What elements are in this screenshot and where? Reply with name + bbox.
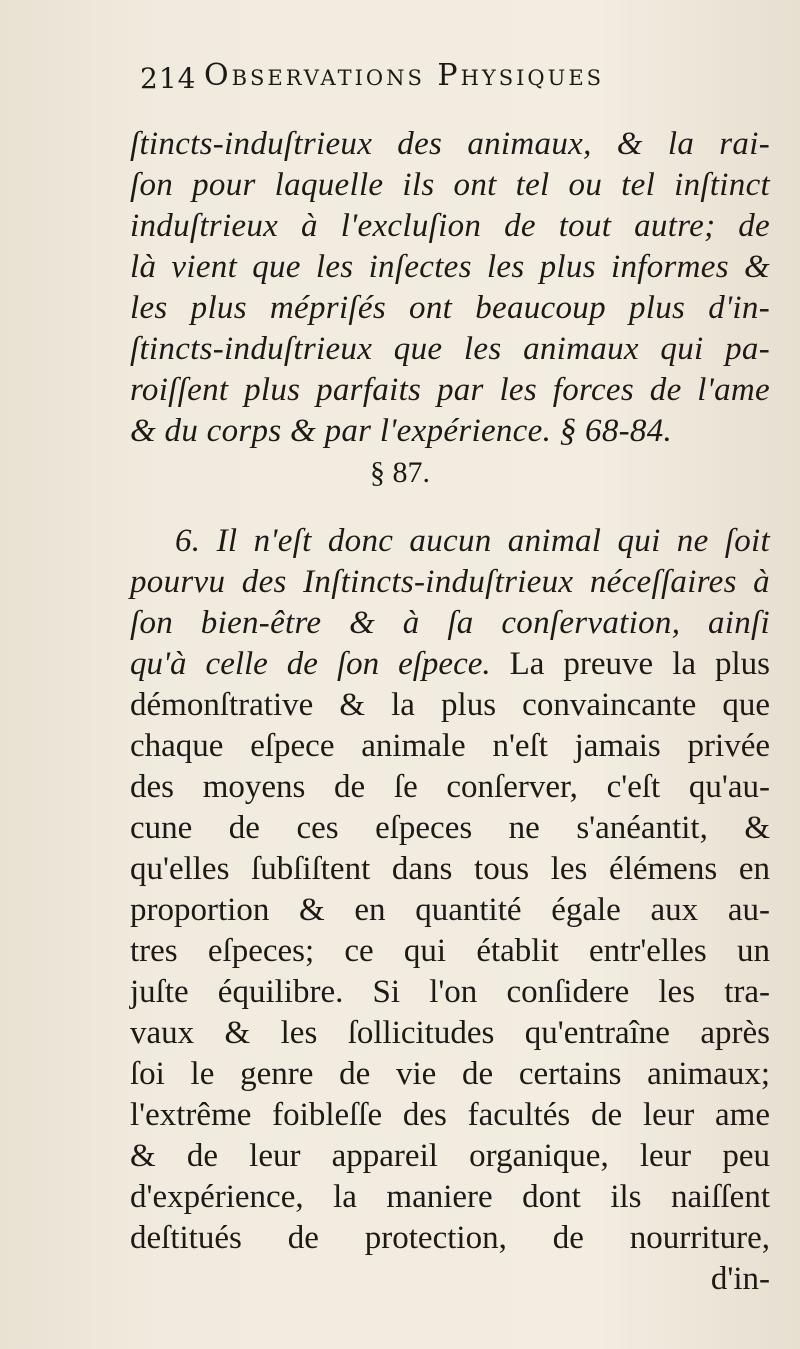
text-line: proportion & en quantité égale aux au- <box>130 892 770 928</box>
text-line: chaque eſpece animale n'eſt jamais privée <box>130 728 770 764</box>
text-line: juſte équilibre. Si l'on conſidere les tra- <box>130 974 770 1010</box>
text-line: & de leur appareil organique, leur peu <box>130 1138 770 1174</box>
text-line: d'expérience, la maniere dont ils naiſſent <box>130 1179 770 1215</box>
text-line: tres eſpeces; ce qui établit entr'elles un <box>130 933 770 969</box>
text-line: 6. Il n'eſt donc aucun animal qui ne ſoit <box>175 523 770 559</box>
text-line: pourvu des Inſtincts-induſtrieux néceſſaires à <box>130 564 770 600</box>
text-line: là vient que les inſectes les plus informes & <box>130 249 770 285</box>
text-line: l'extrême foibleſſe des facultés de leur ame <box>130 1097 770 1133</box>
text-line: cune de ces eſpeces ne s'anéantit, & <box>130 810 770 846</box>
text-line: ſoi le genre de vie de certains animaux; <box>130 1056 770 1092</box>
text-line: ſtincts-induſtrieux que les animaux qui pa- <box>130 331 770 367</box>
text-line: qu'elles ſubſiſtent dans tous les élémens en <box>130 851 770 887</box>
text-line: vaux & les ſollicitudes qu'entraîne après <box>130 1015 770 1051</box>
text-line: ſon pour laquelle ils ont tel ou tel inſtinct <box>130 167 770 203</box>
running-head: Observations Physiques <box>204 58 605 93</box>
text-italic-fragment: qu'à celle de ſon eſpece. <box>130 646 491 682</box>
text-line: les plus mépriſés ont beaucoup plus d'in- <box>130 290 770 326</box>
text-line: roiſſent plus parfaits par les forces de l'ame <box>130 372 770 408</box>
text-line: induſtrieux à l'excluſion de tout autre; de <box>130 208 770 244</box>
text-line: ſon bien-être & à ſa conſervation, ainſi <box>130 605 770 641</box>
text-line-mixed <box>130 644 770 684</box>
section-heading: § 87. <box>370 456 430 489</box>
text-line: des moyens de ſe conſerver, c'eſt qu'au- <box>130 769 770 805</box>
text-line: & du corps & par l'expérience. § 68-84. <box>130 413 673 449</box>
catchword: d'in- <box>710 1261 770 1297</box>
text-line: deſtitués de protection, de nourriture, <box>130 1220 770 1256</box>
page-header <box>140 58 740 102</box>
text-roman-fragment: La preuve la plus <box>509 646 771 682</box>
text-line: ſtincts-induſtrieux des animaux, & la rai- <box>130 126 770 162</box>
page-number: 214 <box>140 62 197 95</box>
text-line: démonſtrative & la plus convaincante que <box>130 687 770 723</box>
